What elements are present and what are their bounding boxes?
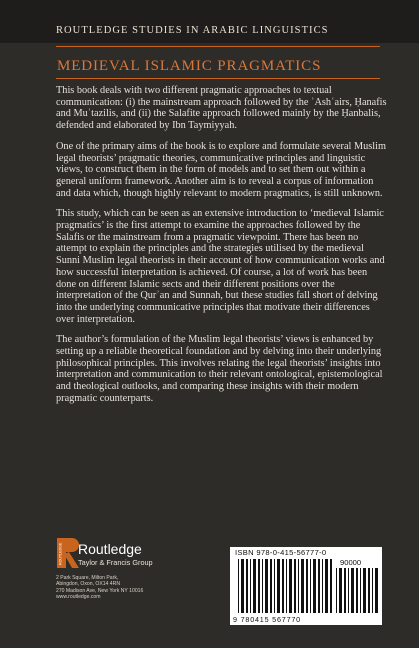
routledge-r-icon [57,538,79,568]
barcode-bar [238,559,239,613]
series-title: ROUTLEDGE STUDIES IN ARABIC LINGUISTICS [56,25,329,36]
blurb-paragraph-1: This book deals with two different pragmatic approaches to textual communication: (i) the mainstream approach followed by the ʾAshʿairs, Ḥanafis and Muʿtazilis, and (ii) the Salafite approach followed mainly by the Ḥanbalis, defended and elaborated by Ibn Taymiyyah. [56,85,387,132]
logo-vertical-text: ROUTLEDGE [58,542,63,565]
barcode-bar [274,559,275,613]
address-line: 2 Park Square, Milton Park, [56,575,119,581]
barcode-bar [289,559,292,613]
barcode-bar [298,559,299,613]
barcode-bar [351,568,354,613]
barcode-bar [375,568,378,613]
blurb-paragraph-2: One of the primary aims of the book is to explore and formulate several Muslim legal theorists’ pragmatic theories, communicative principles and linguistic views, to construct them in the form of models and to set them out within a general uniform framework. Another aim is to reveal a corpus of information and data which, though highly relevant to modern pragmatics, is still unknown. [56,140,386,199]
barcode-bar [339,568,342,613]
title-top-rule [56,46,380,47]
barcode-bar [313,559,316,613]
barcode-bar [330,559,332,613]
address-line: 270 Madison Ave, New York NY 10016 [56,587,144,594]
barcode-bar [356,568,358,613]
barcode-bar [253,559,256,613]
barcode-bar [265,559,268,613]
barcode-bar [310,559,311,613]
barcode-bar [306,559,308,613]
title-bottom-rule [56,78,380,79]
barcode-bar [250,559,251,613]
barcode-bar [348,568,349,613]
barcode-bar [241,559,244,613]
barcode-bar [277,559,280,613]
barcode-bar [368,568,370,613]
price-code: 90000 [340,558,362,567]
top-band [0,0,419,43]
barcode-bar [344,568,346,613]
barcode-bar [336,568,337,613]
barcode-bar [363,568,366,613]
barcode-bar [246,559,248,613]
barcode-bar [360,568,361,613]
blurb [56,85,388,414]
barcode-bar [294,559,296,613]
barcode-bar [270,559,272,613]
address-line: Abingdon, Oxon, OX14 4RN [56,581,120,588]
publisher-address [56,575,143,601]
blurb-paragraph-3: This study, which can be seen as an extensive introduction to ‘medieval Islamic pragmatics’ is the first attempt to examine the approaches followed by the Salafis or the mainstream from a pragmatic viewpoint. There has been no attempt to explain the principles and the strategies utilised by the medieval Sunni Muslim legal theorists in their account of how communication works and how successful interpretation is achieved. Of course, a lot of work has been done on different Islamic sects and their different positions over the interpretation of the Qurʾan and Sunnah, but these studies fall short of delving into the underlying communicative principles that motivate their differences over interpretation. [56,208,385,325]
barcode-bar [322,559,323,613]
book-title: MEDIEVAL ISLAMIC PRAGMATICS [57,58,322,74]
barcode-bar [258,559,260,613]
ean-barcode [238,559,332,613]
ean-digits: 9 780415 567770 [233,615,301,624]
address-line: www.routledge.com [56,594,101,601]
barcode-bar [301,559,304,613]
barcode-bar [372,568,373,613]
barcode-bar [282,559,284,613]
barcode-bar [318,559,320,613]
isbn-label: ISBN 978-0-415-56777-0 [235,548,327,557]
barcode-bar [325,559,328,613]
blurb-paragraph-4: The author’s formulation of the Muslim legal theorists’ views is enhanced by setting up a reliable theoretical foundation and by delving into their underlying philosophical principles. This involves relating the legal theorists’ insights into interpretation and communication to their relevant ontological, epistemological and theological outlooks, and comparing these insights with their modern pragmatic counterparts. [56,334,383,404]
barcode-bar [262,559,263,613]
publisher-group: Taylor & Francis Group [78,558,153,567]
barcode-bar [286,559,287,613]
addon-barcode [336,568,378,613]
publisher-name: Routledge [78,541,142,557]
